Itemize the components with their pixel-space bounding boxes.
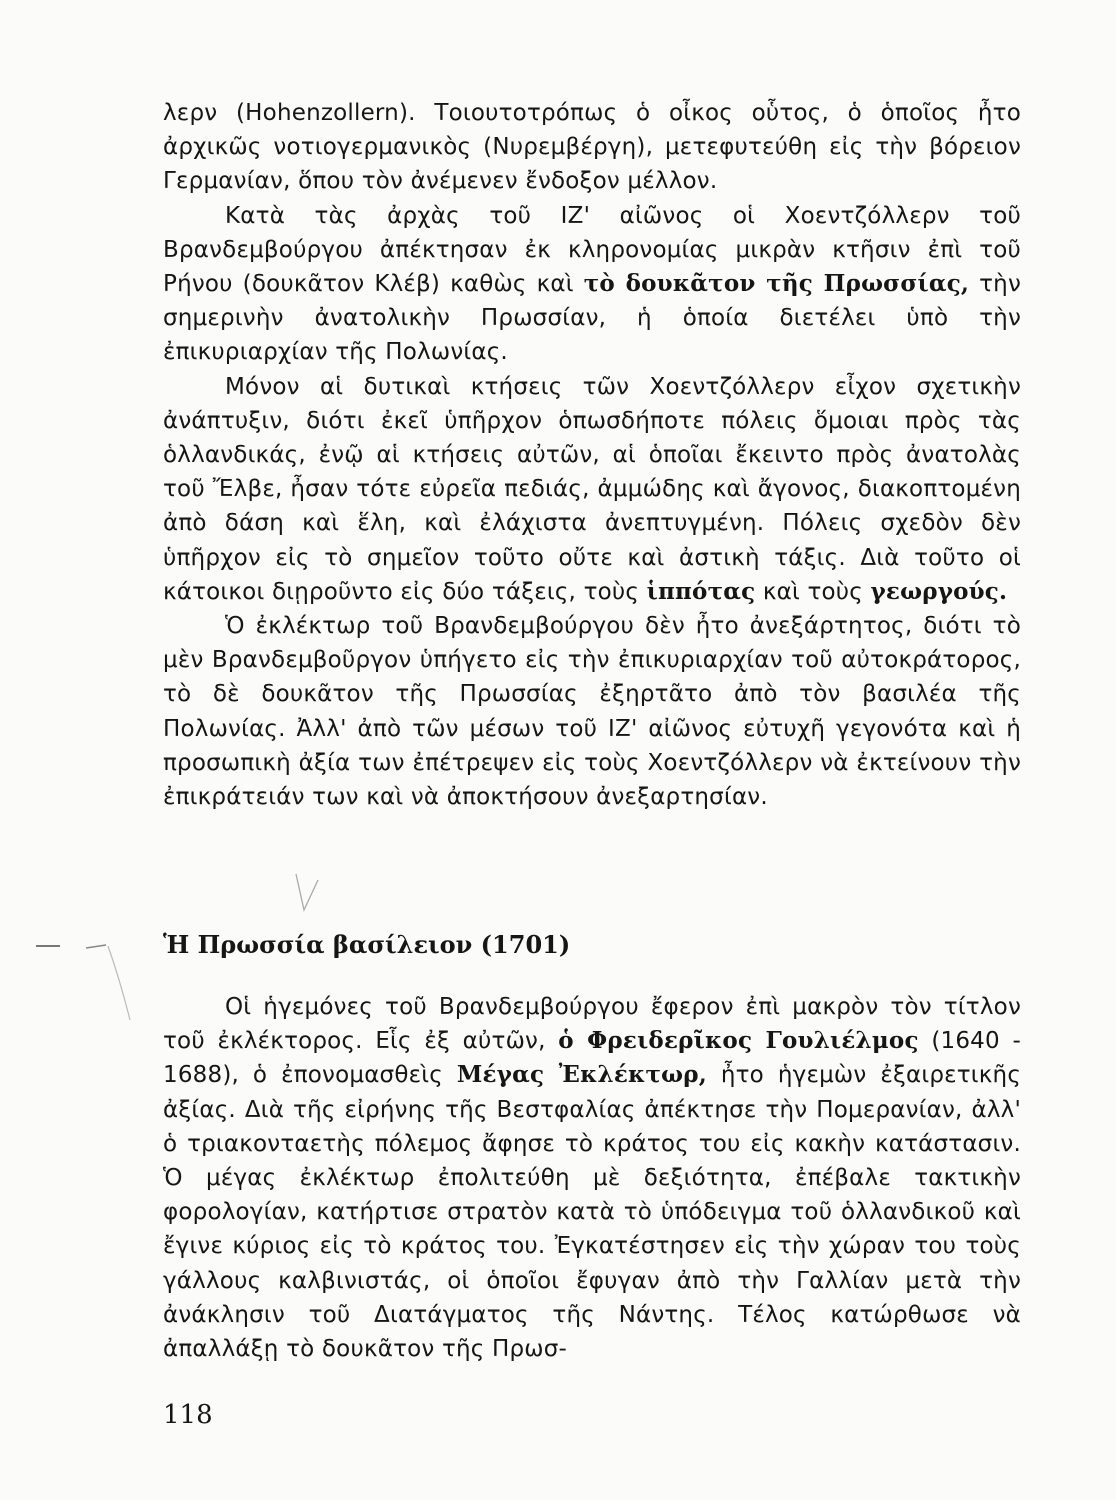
paragraph-4: Ὁ ἐκλέκτωρ τοῦ Βρανδεμβούργου δὲν ἦτο ἀνεξάρτητος, διότι τὸ μὲν Βρανδεμβοῦργον ὑπήγετο εἰς τὴν ἐπικυριαρχίαν τοῦ αὐτοκράτορος, τὸ δὲ δουκᾶτον τῆς Πρωσσίας ἐξηρτᾶτο ἀπὸ τὸν βασιλέα τῆς Πολωνίας. Ἀλλ' ἀπὸ τῶν μέσων τοῦ ΙΖ' αἰῶνος εὐτυχῆ γεγονότα καὶ ἡ προσωπικὴ ἀξία των ἐπέτρεψεν εἰς τοὺς Χοεντζόλλερν νὰ ἐκτείνουν τὴν ἐπικράτειάν των καὶ νὰ ἀποκτήσουν ἀνεξαρτησίαν. [163, 613, 1021, 811]
paragraph-5-text-c: (1640 - 1688), ὁ ἐπονομασθεὶς [163, 1028, 1021, 1089]
great-elector-bold: Μέγας Ἐκλέκτωρ, [456, 1061, 707, 1089]
paragraph-5-text-a: Οἱ ἡγεμόνες τοῦ Βρανδεμβούργου ἔφερον ἐπὶ μακρὸν τὸν τίτλον τοῦ ἐκλέκτορος. Εἷς ἐξ αὐτῶν, [163, 994, 1021, 1055]
body-text-top [163, 96, 1021, 814]
paragraph-3-text-a: Μόνον αἱ δυτικαὶ κτήσεις τῶν Χοεντζόλλερν εἶχον σχετικὴν ἀνάπτυξιν, διότι ἐκεῖ ὑπῆρχον ὁπωσδήποτε πόλεις ὅμοιαι πρὸς τὰς ὁλλανδικάς, ἐνῷ αἱ κτήσεις αὐτῶν, αἱ ὁποῖαι ἔκειντο πρὸς ἀνατολὰς τοῦ Ἔλβε, ἦσαν τότε εὐρεῖα πεδιάς, ἀμμώδης καὶ ἄγονος, διακοπτομένη ἀπὸ δάση καὶ ἕλη, καὶ ἐλάχιστα ἀνεπτυγμένη. Πόλεις σχεδὸν δὲν ὑπῆρχον εἰς τὸ σημεῖον τοῦτο οὔτε καὶ ἀστικὴ τάξις. Διὰ τοῦτο οἱ κάτοικοι διῃροῦντο εἰς δύο τάξεις, τοὺς [163, 373, 1021, 605]
paragraph-2-text-c: τὴν σημερινὴν ἀνατολικὴν Πρωσσίαν, ἡ ὁποία διετέλει ὑπὸ τὴν ἐπικυριαρχίαν τῆς Πολωνίας. [163, 271, 1021, 366]
farmers-bold: γεωργούς. [870, 577, 1008, 605]
paragraph-2-text-a: Κατὰ τὰς ἀρχὰς τοῦ ΙΖ' αἰῶνος οἱ Χοεντζόλλερν τοῦ Βρανδεμβούργου ἀπέκτησαν ἐκ κληρονομίας μικρὰν κτῆσιν ἐπὶ τοῦ Ρήνου (δουκᾶτον Κλέβ) καθὼς καὶ [163, 202, 1021, 298]
section-heading: Ἡ Πρωσσία βασίλειον (1701) [163, 930, 571, 959]
margin-pencil-curve [108, 946, 130, 1020]
margin-dash-right [86, 945, 106, 948]
frederick-william-bold: ὁ Φρειδερῖκος Γουλιέλμος [558, 1027, 919, 1055]
paragraph-2 [163, 199, 1021, 370]
duchy-of-prussia-bold: τὸ δουκᾶτον τῆς Πρωσσίας, [583, 270, 970, 298]
paragraph-3 [163, 370, 1021, 609]
knights-bold: ἱππότας [646, 577, 756, 605]
body-text-bottom [163, 990, 1021, 1366]
page-number: 118 [163, 1400, 213, 1430]
pencil-checkmark [292, 870, 322, 920]
paragraph-1: λερν (Hohenzollern). Τοιουτοτρόπως ὁ οἶκος οὗτος, ὁ ὁποῖος ἦτο ἀρχικῶς νοτιογερμανικὸς (Νυρεμβέργη), μετεφυτεύθη εἰς τὴν βόρειον Γερμανίαν, ὅπου τὸν ἀνέμενεν ἔνδοξον μέλλον. [163, 100, 1021, 195]
pencil-margin-mark [30, 920, 150, 1030]
paragraph-3-text-c: καὶ τοὺς [762, 578, 864, 605]
paragraph-5 [163, 990, 1021, 1366]
paragraph-5-text-e: ἦτο ἡγεμὼν ἐξαιρετικῆς ἀξίας. Διὰ τῆς εἰρήνης τῆς Βεστφαλίας ἀπέκτησε τὴν Πομερανίαν, ἀλλ' ὁ τριακονταετὴς πόλεμος ἄφησε τὸ κράτος του εἰς κακὴν κατάστασιν. Ὁ μέγας ἐκλέκτωρ ἐπολιτεύθη μὲ δεξιότητα, ἐπέβαλε τακτικὴν φορολογίαν, κατήρτισε στρατὸν κατὰ τὸ ὑπόδειγμα τοῦ ὁλλανδικοῦ καὶ ἔγινε κύριος εἰς τὸ κράτος του. Ἐγκατέστησεν εἰς τὴν χώραν του τοὺς γάλλους καλβινιστάς, οἱ ὁποῖοι ἔφυγαν ἀπὸ τὴν Γαλλίαν μετὰ τὴν ἀνάκλησιν τοῦ Διατάγματος τῆς Νάντης. Τέλος κατώρθωσε νὰ ἀπαλλάξῃ τὸ δουκᾶτον τῆς Πρωσ- [163, 1062, 1022, 1363]
